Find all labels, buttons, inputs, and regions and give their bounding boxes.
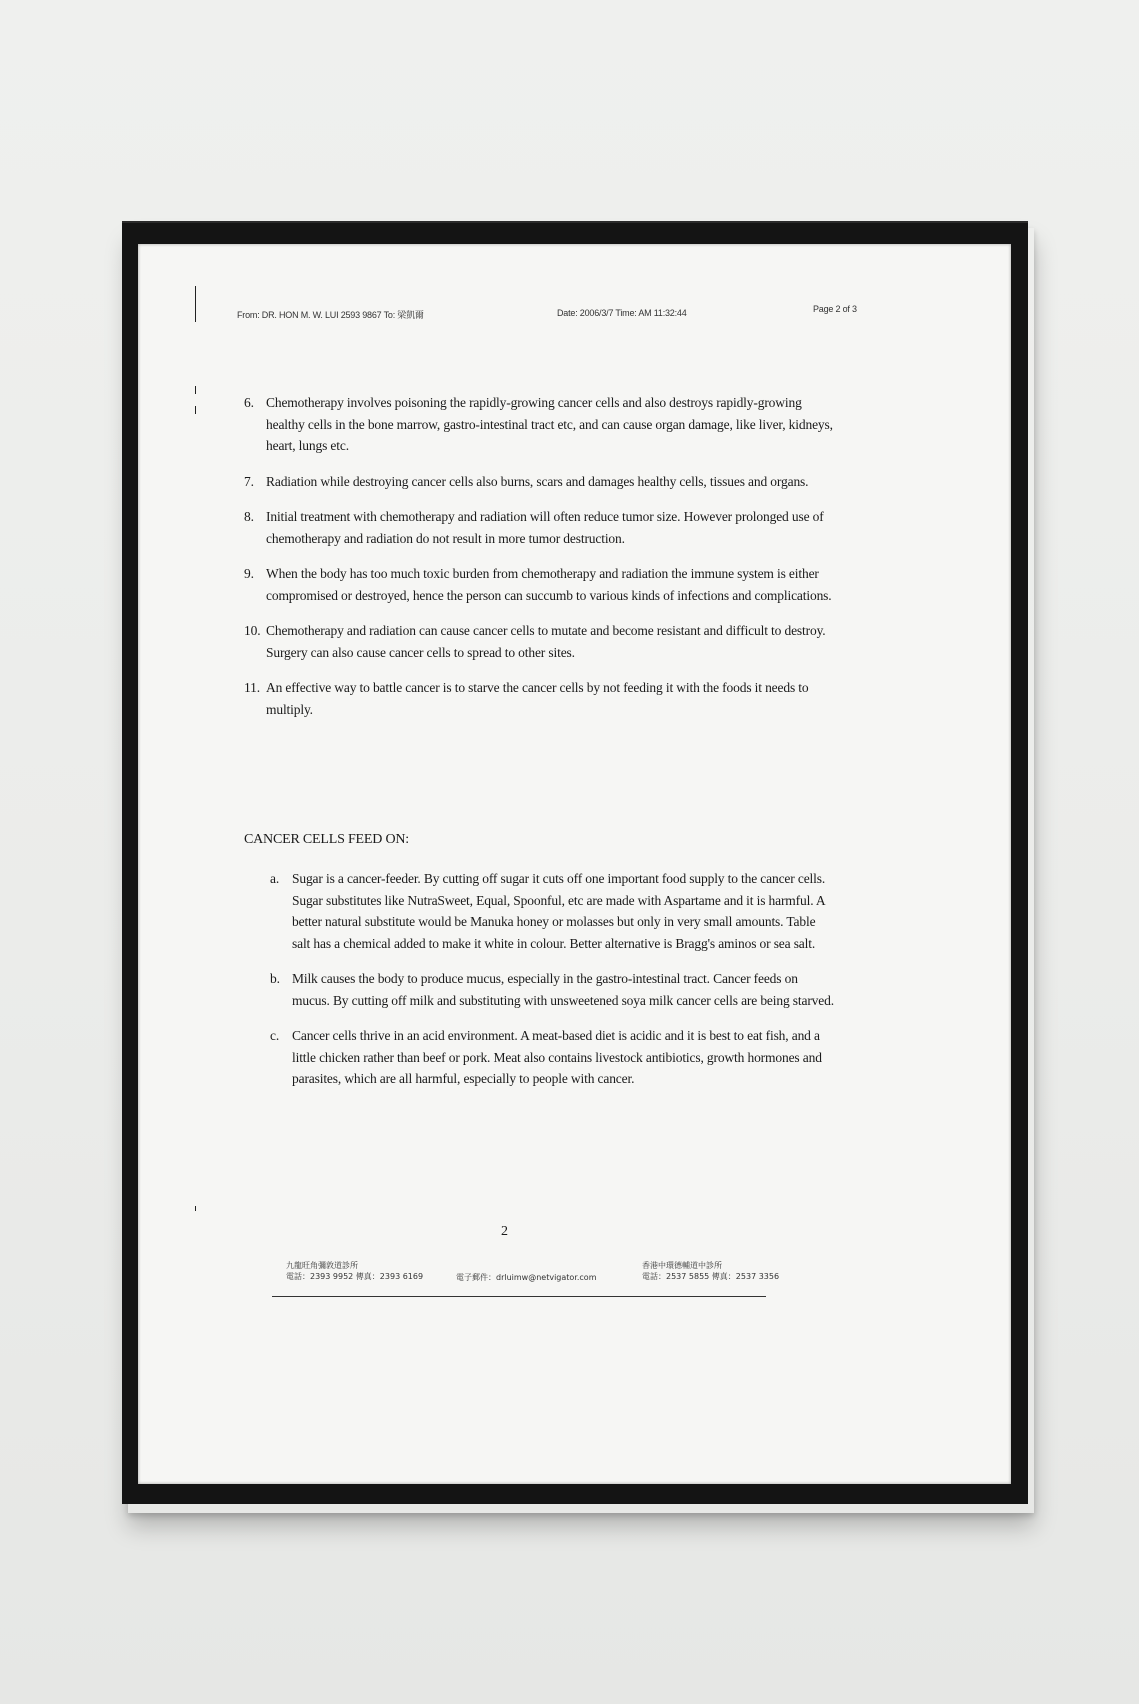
item-letter: b.: [270, 971, 280, 986]
fax-header-page: Page 2 of 3: [813, 304, 857, 314]
list-item: [244, 563, 834, 606]
item-text: Chemotherapy and radiation can cause cancer cells to mutate and become resistant and difficult to destroy. Surgery can also cause cancer cells to spread to other sites.: [266, 623, 826, 660]
item-number: 9.: [244, 566, 254, 581]
numbered-list: [244, 392, 834, 734]
fax-header-date: Date: 2006/3/7 Time: AM 11:32:44: [557, 308, 687, 318]
item-number: 10.: [244, 623, 261, 638]
list-item: [270, 968, 836, 1011]
list-item: [244, 471, 834, 493]
binding-mark: [195, 1206, 196, 1211]
section-heading: CANCER CELLS FEED ON:: [244, 832, 409, 847]
item-text: Radiation while destroying cancer cells also burns, scars and damages healthy cells, tissues and organs.: [266, 473, 809, 489]
item-text: Sugar is a cancer-feeder. By cutting off sugar it cuts off one important food supply to the cancer cells. Sugar substitutes like NutraSweet, Equal, Spoonful, etc are made with Aspartame and it is harmful. A better natural substitute would be Manuka honey or molasses but only in very small amounts. Table salt has a chemical added to make it white in colour. Better alternative is Bragg's aminos or sea salt.: [292, 871, 826, 951]
list-item: [270, 868, 836, 954]
list-item: [244, 620, 834, 663]
page-number: 2: [501, 1224, 508, 1239]
footer-left-line1: 九龍旺角彌敦道診所: [286, 1261, 358, 1270]
footer-left-line2: 電話：2393 9952 傳真：2393 6169: [286, 1272, 424, 1281]
footer-right-line2: 電話：2537 5855 傳真：2537 3356: [642, 1272, 780, 1281]
item-text: When the body has too much toxic burden from chemotherapy and radiation the immune system is either compromised or destroyed, hence the person can succumb to various kinds of infections and complications.: [266, 566, 832, 603]
footer-email: 電子郵件：drluimw@netvigator.com: [456, 1273, 597, 1282]
item-number: 7.: [244, 473, 254, 489]
item-letter: a.: [270, 871, 280, 886]
binding-mark: [195, 386, 196, 394]
list-item: [270, 1025, 836, 1090]
lettered-list: [270, 868, 836, 1104]
binding-mark: [195, 286, 196, 322]
footer-right-address: [642, 1260, 779, 1282]
item-text: Milk causes the body to produce mucus, especially in the gastro-intestinal tract. Cancer feeds on mucus. By cutting off milk and substituting with unsweetened soya milk cancer cells are being starved.: [292, 971, 834, 1008]
item-text: Initial treatment with chemotherapy and radiation will often reduce tumor size. However prolonged use of chemotherapy and radiation do not result in more tumor destruction.: [266, 509, 824, 546]
item-number: 6.: [244, 395, 254, 410]
binding-mark: [195, 406, 196, 414]
item-number: 8.: [244, 509, 254, 524]
fax-document: [140, 246, 1009, 1482]
fax-header-from: From: DR. HON M. W. LUI 2593 9867 To: 梁凱爾: [237, 310, 424, 320]
item-text: Chemotherapy involves poisoning the rapidly-growing cancer cells and also destroys rapidly-growing healthy cells in the bone marrow, gastro-intestinal tract etc, and can cause organ damage, like liver, kidneys, heart, lungs etc.: [266, 395, 833, 453]
item-text: An effective way to battle cancer is to starve the cancer cells by not feeding it with the foods it needs to multiply.: [266, 680, 809, 717]
item-text: Cancer cells thrive in an acid environment. A meat-based diet is acidic and it is best to eat fish, and a little chicken rather than beef or pork. Meat also contains livestock antibiotics, growth hormones and parasites, which are all harmful, especially to people with cancer.: [292, 1028, 822, 1086]
list-item: [244, 506, 834, 549]
footer-right-line1: 香港中環德輔道中診所: [642, 1261, 722, 1270]
footer-divider: [272, 1296, 766, 1297]
footer-left-address: [286, 1260, 423, 1282]
list-item: [244, 392, 834, 457]
list-item: [244, 677, 834, 720]
item-number: 11.: [244, 680, 260, 695]
item-letter: c.: [270, 1028, 280, 1043]
